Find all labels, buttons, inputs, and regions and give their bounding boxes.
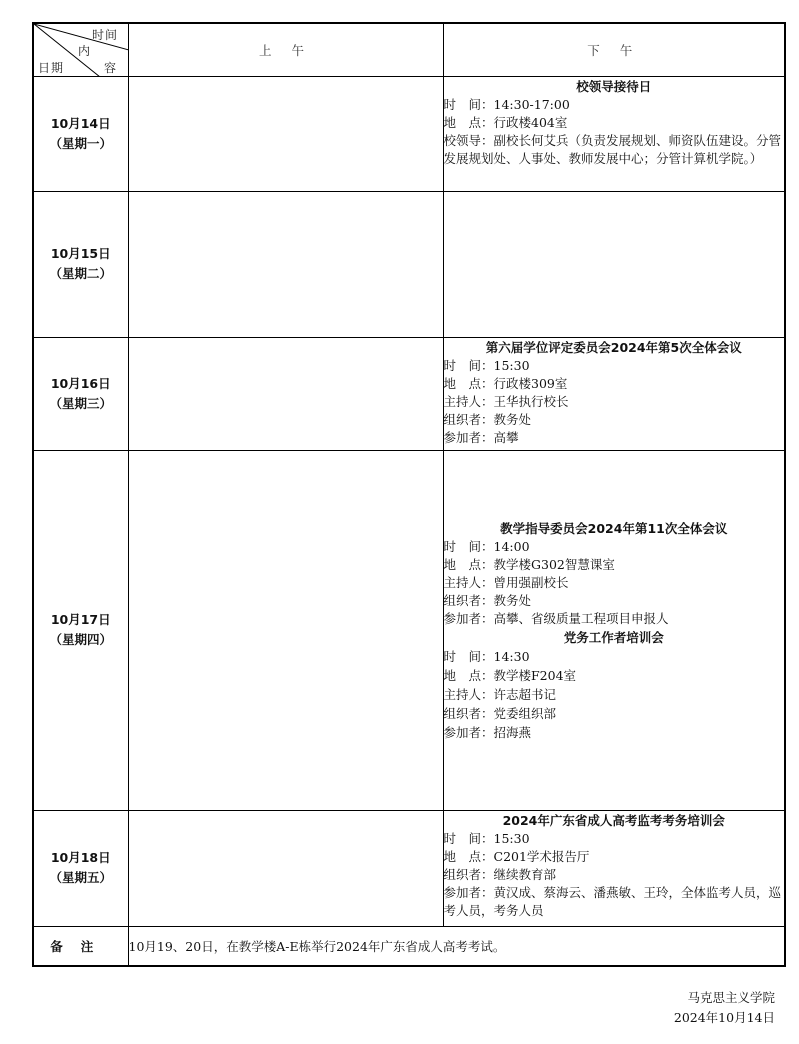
note-text: 10月19、20日，在教学楼A-E栋举行2024年广东省成人高考考试。 (128, 926, 785, 966)
afternoon-cell (443, 450, 785, 810)
event-organizer: 组织者：教务处 (443, 592, 532, 608)
event-participants: 参加者：高攀、省级质量工程项目申报人 (443, 610, 669, 626)
event-title: 校领导接待日 (576, 78, 652, 94)
note-label: 备注 (33, 926, 128, 966)
event-leader: 校领导：副校长何艾兵（负责发展规划、师资队伍建设。分管发展规划处、人事处、教师发展中心；分管计算机学院。） (443, 132, 782, 166)
date-cell (33, 337, 128, 450)
afternoon-cell (443, 76, 785, 191)
morning-cell (128, 337, 443, 450)
footer-org: 马克思主义学院 (687, 990, 775, 1005)
event-participants: 参加者：高攀 (443, 429, 519, 445)
event-time: 时 间：15:30 (443, 830, 530, 846)
day-row (33, 76, 785, 191)
day-row (33, 191, 785, 337)
event-title: 党务工作者培训会 (563, 629, 664, 645)
event-host: 主持人：曾用强副校长 (443, 574, 569, 590)
date-label: 10月15日 (50, 246, 111, 261)
footer (674, 988, 775, 1028)
date-cell (33, 450, 128, 810)
corner-time-label: 时间 (92, 28, 119, 42)
date-cell (33, 191, 128, 337)
schedule-table (32, 22, 786, 967)
morning-cell (128, 450, 443, 810)
morning-header: 上 午 (128, 23, 443, 76)
header-row (33, 23, 785, 76)
morning-cell (128, 76, 443, 191)
event-organizer: 组织者：教务处 (443, 411, 532, 427)
corner-date-label: 日期 (38, 61, 65, 75)
weekday-label: （星期四） (49, 632, 112, 647)
date-label: 10月14日 (50, 115, 111, 131)
weekday-label: （星期二） (49, 266, 112, 281)
event-host: 主持人：许志超书记 (443, 686, 557, 702)
day-row (33, 450, 785, 810)
event-participants: 参加者：招海燕 (443, 724, 532, 740)
note-row (33, 926, 785, 966)
date-cell (33, 76, 128, 191)
event-location: 地 点：教学楼G302智慧课室 (443, 556, 615, 572)
corner-rong-label: 容 (104, 61, 118, 75)
afternoon-header: 下 午 (443, 23, 785, 76)
event-title: 2024年广东省成人高考监考考务培训会 (502, 812, 725, 828)
event-time: 时 间：14:30-17:00 (443, 96, 570, 112)
event-location: 地 点：教学楼F204室 (443, 667, 577, 683)
afternoon-cell (443, 810, 785, 926)
event-participants: 参加者：黄汉成、蔡海云、潘燕敏、王玲，全体监考人员，巡考人员，考务人员 (443, 884, 782, 918)
date-label: 10月17日 (50, 612, 111, 627)
event-title: 教学指导委员会2024年第11次全体会议 (500, 520, 728, 536)
day-row (33, 337, 785, 450)
event-location: 地 点：行政楼309室 (443, 375, 568, 391)
event-time: 时 间：14:30 (443, 648, 530, 664)
date-label: 10月16日 (50, 375, 111, 391)
afternoon-cell (443, 337, 785, 450)
weekday-label: （星期三） (49, 395, 112, 411)
event-location: 地 点：行政楼404室 (443, 114, 568, 130)
corner-content-label: 内 (78, 44, 92, 58)
event-time: 时 间：15:30 (443, 357, 530, 373)
weekday-label: （星期一） (49, 135, 112, 151)
date-cell (33, 810, 128, 926)
event-time: 时 间：14:00 (443, 538, 530, 554)
event-title: 第六届学位评定委员会2024年第5次全体会议 (485, 339, 742, 355)
event-organizer: 组织者：党委组织部 (443, 705, 557, 721)
event-location: 地 点：C201学术报告厅 (443, 848, 590, 864)
day-row (33, 810, 785, 926)
event-organizer: 组织者：继续教育部 (443, 866, 557, 882)
date-label: 10月18日 (50, 850, 111, 865)
morning-cell (128, 191, 443, 337)
footer-date: 2024年10月14日 (673, 1010, 775, 1025)
afternoon-cell (443, 191, 785, 337)
corner-cell (33, 23, 128, 76)
morning-cell (128, 810, 443, 926)
weekday-label: （星期五） (49, 870, 112, 885)
event-host: 主持人：王华执行校长 (443, 393, 569, 409)
